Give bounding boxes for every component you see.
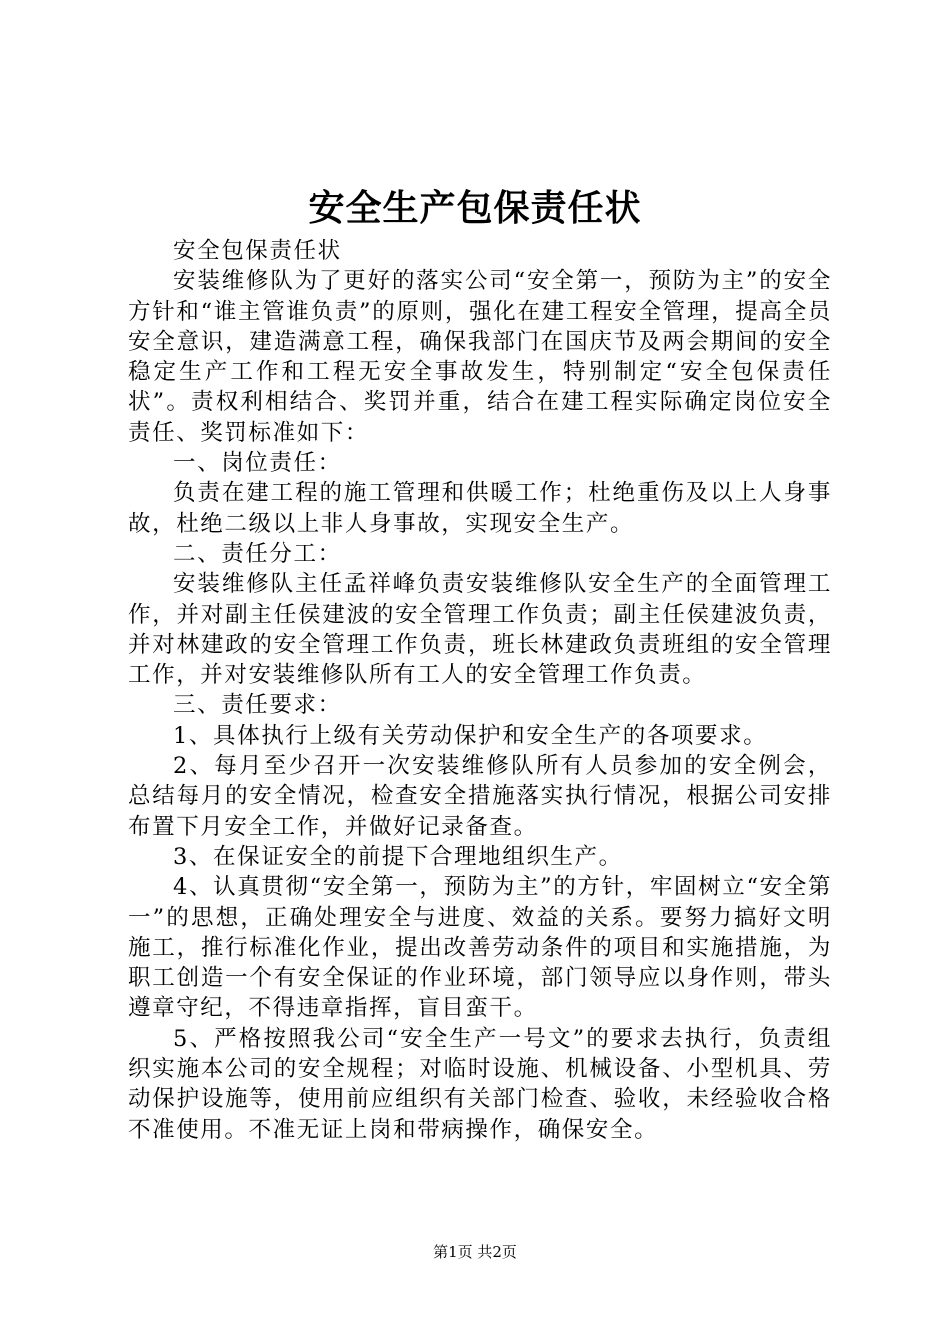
paragraph-job-duty: 负责在建工程的施工管理和供暖工作；杜绝重伤及以上人身事故，杜绝二级以上非人身事故，实现安全生产。: [128, 480, 832, 537]
paragraph-division: 安装维修队主任孟祥峰负责安装维修队安全生产的全面管理工作，并对副主任侯建波的安全管理工作负责；副主任侯建波负责，并对林建政的安全管理工作负责，班长林建政负责班组的安全管理工作，并对安装维修队所有工人的安全管理工作负责。: [128, 571, 832, 689]
requirement-item-2: 2、每月至少召开一次安装维修队所有人员参加的安全例会，总结每月的安全情况，检查安全措施落实执行情况，根据公司安排布置下月安全工作，并做好记录备查。: [128, 753, 832, 840]
section-heading-division: 二、责任分工：: [173, 540, 342, 567]
requirement-item-3: 3、在保证安全的前提下合理地组织生产。: [173, 843, 623, 870]
page-number-footer: 第1页 共2页: [433, 1243, 517, 1261]
requirement-item-5: 5、严格按照我公司“安全生产一号文”的要求去执行，负责组织实施本公司的安全规程；对临时设施、机械设备、小型机具、劳动保护设施等，使用前应组织有关部门检查、验收，未经验收合格不准使用。不准无证上岗和带病操作，确保安全。: [128, 1025, 832, 1143]
section-heading-job-duty: 一、岗位责任：: [173, 450, 342, 477]
paragraph-intro: 安装维修队为了更好的落实公司“安全第一，预防为主”的安全方针和“谁主管谁负责”的原则，强化在建工程安全管理，提高全员安全意识，建造满意工程，确保我部门在国庆节及两会期间的安全稳定生产工作和工程无安全事故发生，特别制定“安全包保责任状”。责权利相结合、奖罚并重，结合在建工程实际确定岗位安全责任、奖罚标准如下：: [128, 268, 832, 446]
requirement-item-1: 1、具体执行上级有关劳动保护和安全生产的各项要求。: [173, 722, 768, 749]
requirement-item-4: 4、认真贯彻“安全第一，预防为主”的方针，牢固树立“安全第一”的思想，正确处理安全与进度、效益的关系。要努力搞好文明施工，推行标准化作业，提出改善劳动条件的项目和实施措施，为职工创造一个有安全保证的作业环境，部门领导应以身作则，带头遵章守纪，不得违章指挥，盲目蛮干。: [128, 874, 832, 1022]
paragraph-subtitle: 安全包保责任状: [173, 238, 342, 264]
document-title: 安全生产包保责任状: [308, 187, 642, 229]
document-body: [128, 236, 832, 1145]
section-heading-requirements: 三、责任要求：: [173, 692, 342, 719]
